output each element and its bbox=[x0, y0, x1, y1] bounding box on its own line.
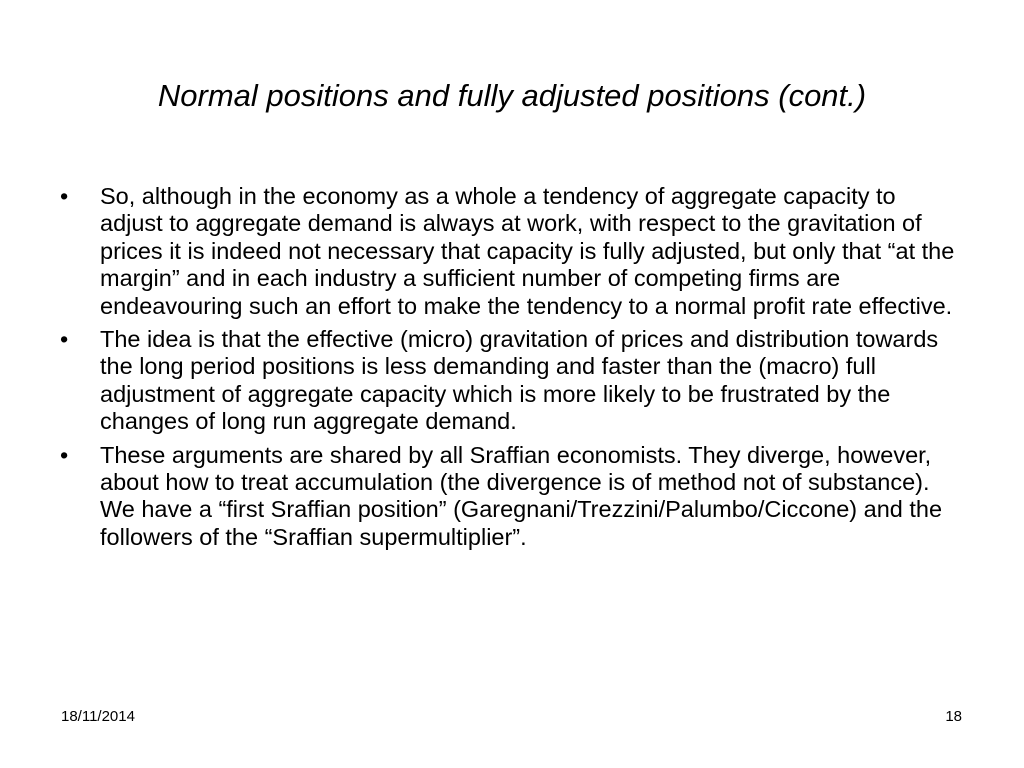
bullet-item bbox=[60, 183, 960, 320]
bullet-text: The idea is that the effective (micro) gravitation of prices and distribution towards the long period positions is less demanding and faster than the (macro) full adjustment of aggregate capacity which is more likely to be frustrated by the changes of long run aggregate demand. bbox=[100, 326, 939, 435]
bullet-text: These arguments are shared by all Sraffian economists. They diverge, however, about how to treat accumulation (the divergence is of method not of substance). We have a “first Sraffian position” (Garegnani/Trezzini/Palumbo/Ciccone) and the followers of the “Sraffian supermultiplier”. bbox=[100, 441, 943, 550]
bullet-icon: • bbox=[60, 441, 69, 468]
bullet-item bbox=[60, 326, 960, 436]
slide-title: Normal positions and fully adjusted positions (cont.) bbox=[157, 78, 867, 113]
bullet-text: So, although in the economy as a whole a tendency of aggregate capacity to adjust to aggregate demand is always at work, with respect to the gravitation of prices it is indeed not necessary that capacity is fully adjusted, but only that “at the margin” and in each industry a sufficient number of competing firms are endeavouring such an effort to make the tendency to a normal profit rate effective. bbox=[100, 183, 955, 319]
bullet-icon: • bbox=[60, 183, 69, 209]
bullet-list bbox=[60, 183, 960, 557]
slide-number: 18 bbox=[945, 708, 962, 725]
footer-date: 18/11/2014 bbox=[61, 708, 135, 725]
bullet-item bbox=[60, 442, 960, 552]
bullet-icon: • bbox=[60, 326, 69, 353]
